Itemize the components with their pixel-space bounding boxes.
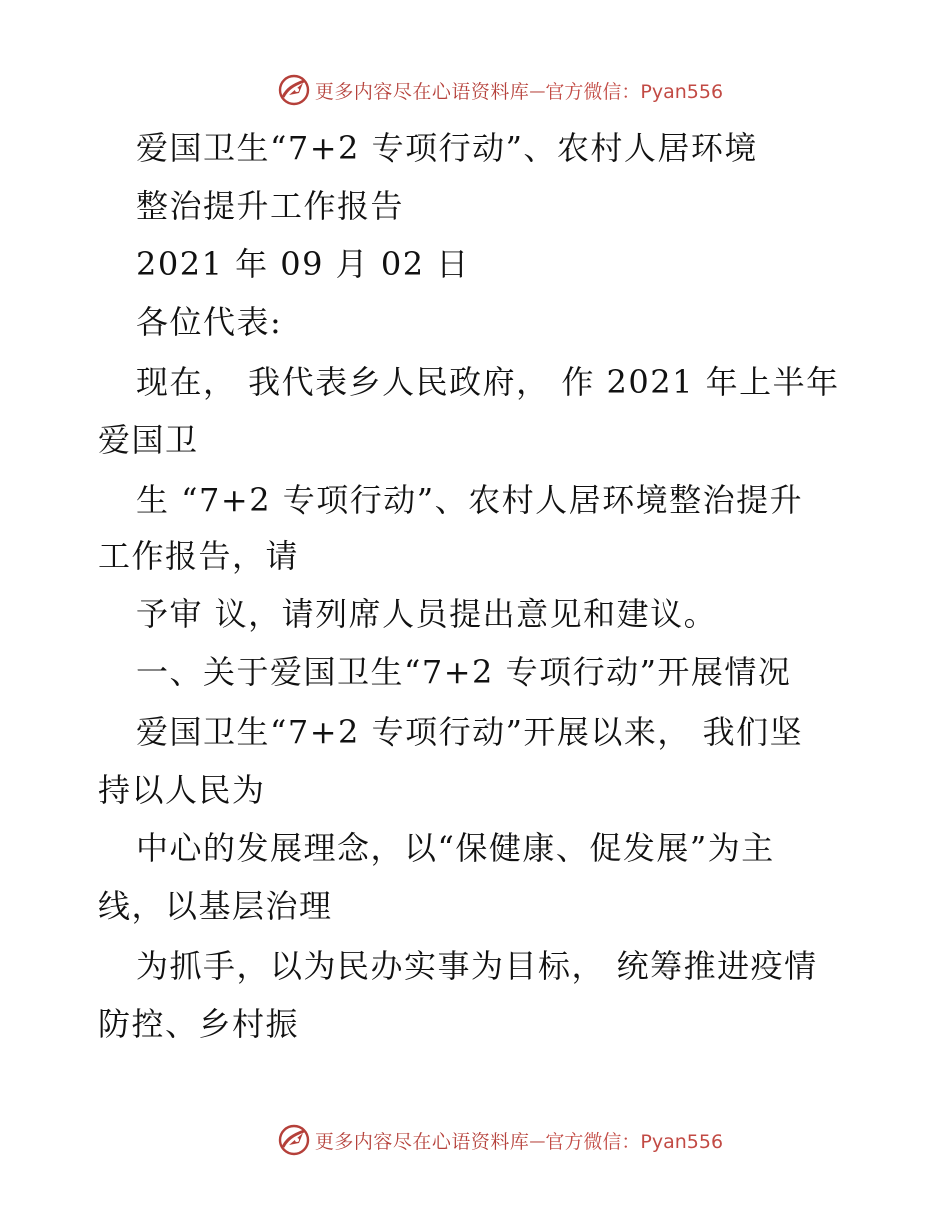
paragraph-line: 工作报告，请: [98, 537, 300, 575]
footer-watermark: [0, 1122, 950, 1158]
watermark-text: 更多内容尽在心语资料库: [314, 80, 530, 103]
document-salutation: 各位代表:: [136, 303, 283, 341]
paragraph-line: 防控、乡村振: [98, 1005, 300, 1043]
pen-logo-icon: [277, 1123, 311, 1157]
watermark-separator: —: [529, 80, 546, 100]
watermark-group: [277, 1123, 723, 1157]
paragraph-line: 持以人民为: [98, 771, 266, 809]
watermark-text: 更多内容尽在心语资料库: [314, 1130, 530, 1153]
paragraph-line: 线，以基层治理: [98, 887, 333, 925]
paragraph-line: 生 “7+2 专项行动”、农村人居环境整治提升: [136, 481, 804, 519]
paragraph-line: 现在， 我代表乡人民政府， 作 2021 年上半年: [136, 363, 840, 401]
watermark-contact: 官方微信：Pyan556: [545, 80, 724, 103]
section-heading: 一、关于爱国卫生“7+2 专项行动”开展情况: [136, 653, 792, 691]
document-date: 2021 年 09 月 02 日: [136, 245, 470, 283]
header-watermark: [0, 72, 950, 108]
paragraph-line: 爱国卫生“7+2 专项行动”开展以来， 我们坚: [136, 713, 804, 751]
paragraph-line: 中心的发展理念，以“保健康、促发展”为主: [136, 829, 775, 867]
watermark-separator: —: [529, 1130, 546, 1150]
paragraph-line: 为抓手，以为民办实事为目标， 统筹推进疫情: [136, 947, 818, 985]
watermark-contact: 官方微信：Pyan556: [545, 1130, 724, 1153]
pen-logo-icon: [277, 73, 311, 107]
paragraph-line: 爱国卫: [98, 421, 199, 459]
document-title-line2: 整治提升工作报告: [136, 187, 405, 225]
watermark-group: [277, 73, 723, 107]
document-title-line1: 爱国卫生“7+2 专项行动”、农村人居环境: [136, 129, 758, 167]
paragraph-line: 予审 议，请列席人员提出意见和建议。: [136, 595, 718, 633]
